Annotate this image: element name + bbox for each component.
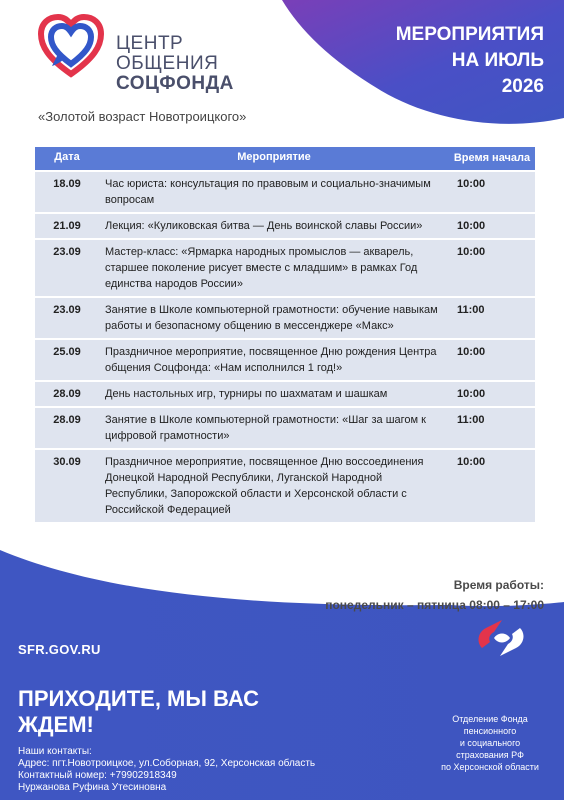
- table-row: [35, 408, 535, 448]
- contact-address: Адрес: пгт.Новотроицкое, ул.Соборная, 92, Херсонская область: [18, 758, 316, 769]
- row-event: Час юриста: консультация по правовым и социально-значимым вопросам: [99, 172, 449, 212]
- events-table: [35, 145, 535, 524]
- table-row: [35, 172, 535, 212]
- title-line-1: МЕРОПРИЯТИЯ: [395, 24, 544, 45]
- table-row: [35, 340, 535, 380]
- row-date: 18.09: [35, 172, 99, 212]
- organization-name: [418, 713, 562, 773]
- table-row: [35, 298, 535, 338]
- org-line-3: и социального: [459, 738, 521, 748]
- row-date: 23.09: [35, 298, 99, 338]
- contacts-block: [18, 746, 315, 794]
- row-time: 10:00: [449, 172, 535, 212]
- row-date: 25.09: [35, 340, 99, 380]
- title-line-2: НА ИЮЛЬ: [451, 50, 544, 71]
- row-event: Занятие в Школе компьютерной грамотности: «Шаг за шагом к цифровой грамотности»: [99, 408, 449, 448]
- row-event: Занятие в Школе компьютерной грамотности: обучение навыкам работы и безопасному общению в мессенджере «Макс»: [99, 298, 449, 338]
- row-event: Мастер-класс: «Ярмарка народных промыслов — акварель, старшее поколение рисует вместе с младшим» в рамках Год единства народов России»: [99, 240, 449, 296]
- contact-phone: Контактный номер: +79902918349: [18, 770, 177, 781]
- title-line-3: 2026: [501, 76, 544, 97]
- contact-person: Нуржанова Руфина Утесиновна: [18, 782, 167, 793]
- row-date: 21.09: [35, 214, 99, 238]
- table-row: [35, 450, 535, 522]
- table-row: [35, 214, 535, 238]
- row-time: 11:00: [449, 298, 535, 338]
- brand-line-3: СОЦФОНДА: [116, 73, 234, 94]
- header-time: Время начала: [449, 147, 535, 170]
- row-date: 30.09: [35, 450, 99, 522]
- brand-line-1: ЦЕНТР: [116, 33, 184, 54]
- row-date: 28.09: [35, 408, 99, 448]
- row-time: 10:00: [449, 450, 535, 522]
- sfr-logo-icon: [472, 618, 530, 658]
- brand-line-2: ОБЩЕНИЯ: [116, 53, 219, 74]
- page-title: [396, 22, 544, 100]
- header-date: Дата: [35, 147, 99, 170]
- brand-name: [116, 34, 234, 94]
- org-line-2: пенсионного: [463, 726, 517, 736]
- row-time: 10:00: [449, 340, 535, 380]
- table-header-row: [35, 147, 535, 170]
- work-hours-value: понедельник – пятница 08:00 – 17:00: [325, 598, 544, 612]
- heart-logo-icon: [38, 14, 104, 80]
- org-line-4: страхования РФ: [456, 750, 524, 760]
- org-line-5: по Херсонской области: [441, 762, 539, 772]
- work-hours-label: Время работы:: [453, 578, 544, 592]
- row-date: 23.09: [35, 240, 99, 296]
- row-time: 11:00: [449, 408, 535, 448]
- table-row: [35, 382, 535, 406]
- subtitle: «Золотой возраст Новотроицкого»: [38, 109, 247, 124]
- row-event: Праздничное мероприятие, посвященное Дню рождения Центра общения Соцфонда: «Нам исполнился 1 год!»: [99, 340, 449, 380]
- row-event: День настольных игр, турниры по шахматам и шашкам: [99, 382, 449, 406]
- row-time: 10:00: [449, 214, 535, 238]
- row-date: 28.09: [35, 382, 99, 406]
- row-event: Лекция: «Куликовская битва — День воинской славы России»: [99, 214, 449, 238]
- header-event: Мероприятие: [99, 147, 449, 170]
- invite-line-1: ПРИХОДИТЕ, МЫ ВАС: [18, 686, 260, 711]
- row-time: 10:00: [449, 382, 535, 406]
- invite-line-2: ЖДЕМ!: [18, 712, 94, 737]
- row-time: 10:00: [449, 240, 535, 296]
- row-event: Праздничное мероприятие, посвященное Дню воссоединения Донецкой Народной Республики, Луганской Народной Республики, Запорожской области и Херсонской области с Российской Федерацией: [99, 450, 449, 522]
- org-line-1: Отделение Фонда: [452, 714, 528, 724]
- contacts-title: Наши контакты:: [18, 746, 92, 757]
- website-link[interactable]: SFR.GOV.RU: [18, 642, 101, 657]
- table-row: [35, 240, 535, 296]
- invitation-heading: [18, 686, 259, 738]
